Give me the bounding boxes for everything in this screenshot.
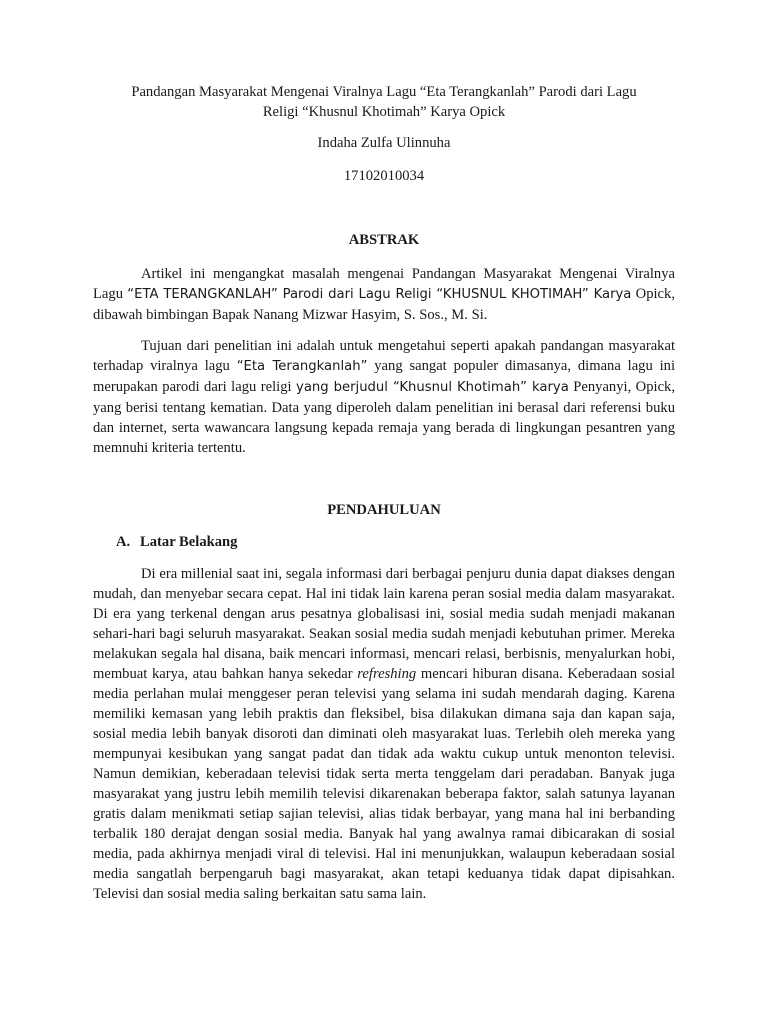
abstrak-p1-text-a: Artikel ini mengangkat masalah mengenai Pandangan Masyarakat Mengenai Viralnya Lagu (93, 266, 675, 302)
title-line-2: Religi “Khusnul Khotimah” Karya Opick (262, 104, 506, 120)
section-letter: A. (116, 534, 131, 550)
title-line-1: Pandangan Masyarakat Mengenai Viralnya Lagu “Eta Terangkanlah” Parodi dari Lagu (131, 84, 637, 100)
abstrak-heading: ABSTRAK (348, 232, 420, 248)
section-title: Latar Belakang (140, 534, 238, 550)
pendahuluan-heading: PENDAHULUAN (327, 502, 441, 518)
abstrak-paragraph-2 (93, 336, 675, 458)
latar-p1-text-a: Di era millenial saat ini, segala informasi dari berbagai penjuru dunia dapat diakses dengan mudah, dan menyebar secara cepat. Hal ini tidak lain karena peran sosial media dalam masyarakat. Di era yang terkenal dengan arus pesatnya globalisasi ini, sosial media sudah menjadi makanan sehari-hari bagi seluruh masyarakat. Seakan sosial media sudah menjadi kebutuhan primer. Mereka melakukan segala hal disana, baik mencari informasi, mencari relasi, berbisnis, menyalurkan hobi, membuat karya, atau bahkan hanya sekedar (93, 566, 675, 682)
author-name: Indaha Zulfa Ulinnuha (317, 135, 451, 151)
latar-p1-emphasis: refreshing (357, 666, 417, 682)
abstrak-p2-text-c: yang sangat populer dimasanya, dimana lagu ini merupakan parodi dari lagu religi (93, 358, 676, 395)
student-id: 17102010034 (343, 168, 425, 184)
latar-belakang-paragraph (93, 564, 675, 904)
abstrak-p1-text-b: “ETA TERANGKANLAH” Parodi dari Lagu Religi “KHUSNUL KHOTIMAH” Karya (127, 287, 632, 302)
latar-p1-text-b: mencari hiburan disana. Keberadaan sosial media perlahan mulai menggeser peran televisi yang selama ini sudah mendarah daging. Karena memiliki kemasan yang lebih praktis dan fleksibel, bisa dilakukan dimana saja dan kapan saja, sosial media lebih banyak disoroti dan diminati oleh masyarakat luas. Terlebih oleh mereka yang mempunyai kesibukan yang sangat padat dan tidak ada waktu cukup untuk menonton televisi. Namun demikian, keberadaan televisi tidak serta merta tenggelam dari peradaban. Banyak juga masyarakat yang justru lebih memilih televisi dikarenakan beberapa faktor, salah satunya layanan gratis dalam menikmati setiap sajian televisi, alias tidak berbayar, yang mana hal ini berbanding terbalik 180 derajat dengan sosial media. Banyak hal yang awalnya ramai dibicarakan di sosial media, pada akhirnya menjadi viral di televisi. Hal ini menunjukkan, walaupun keberadaan sosial media sangatlah berpengaruh bagi masyarakat, akan tetapi keduanya tidak dapat dipisahkan. Televisi dan sosial media saling berkaitan satu sama lain. (93, 666, 675, 902)
abstrak-paragraph-1 (93, 264, 675, 325)
section-heading-latar-belakang (116, 532, 675, 552)
abstrak-p2-text-d: yang berjudul “Khusnul Khotimah” karya (296, 380, 569, 395)
document-title (93, 82, 675, 122)
abstrak-p2-text-b: “Eta Terangkanlah” (236, 359, 368, 374)
abstrak-p2-text-a: Tujuan dari penelitian ini adalah untuk mengetahui seperti apakah pandangan masyarakat terhadap viralnya lagu (93, 338, 675, 374)
document-page (93, 82, 675, 904)
abstrak-p2-text-e: Penyanyi, Opick, yang berisi tentang kematian. Data yang diperoleh dalam penelitian ini berasal dari referensi buku dan internet, serta wawancara langsung kepada remaja yang berada di lingkungan pesantren yang memnuhi kriteria tertentu. (93, 379, 675, 456)
abstrak-p1-text-c: Opick, dibawah bimbingan Bapak Nanang Mizwar Hasyim, S. Sos., M. Si. (93, 286, 675, 323)
